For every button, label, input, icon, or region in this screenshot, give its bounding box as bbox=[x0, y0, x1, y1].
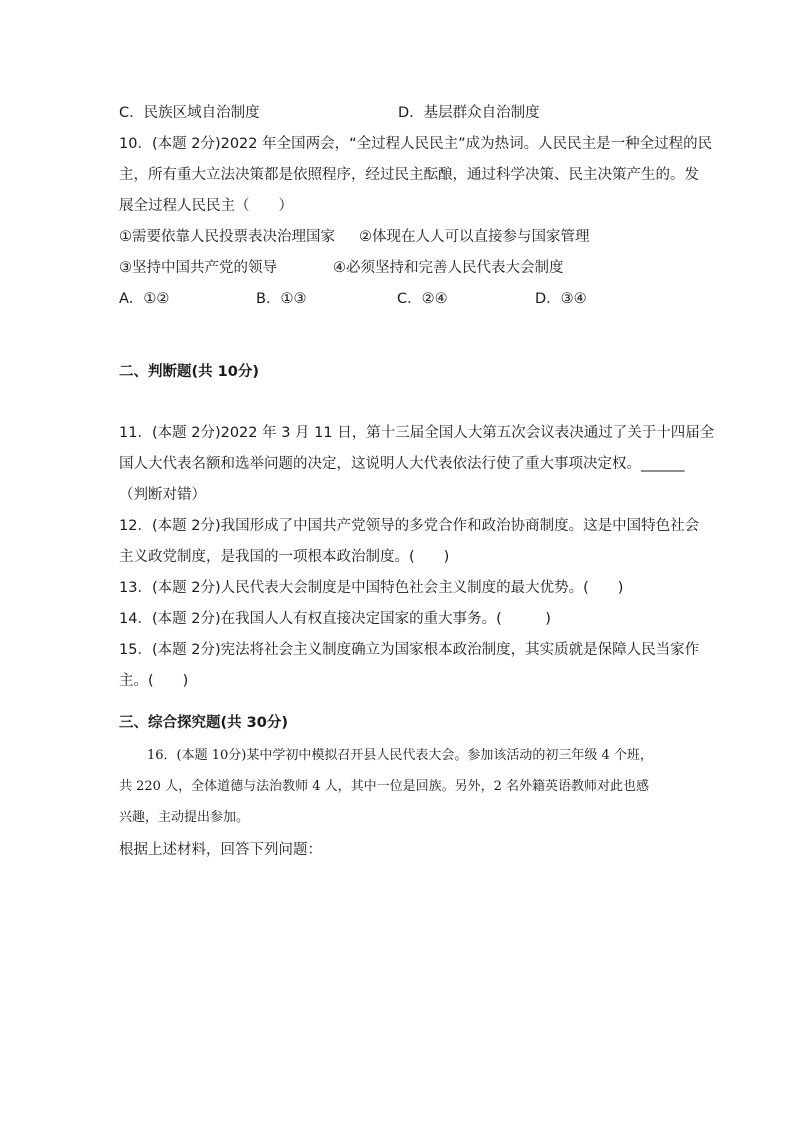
q10-line-1: 10．(本题 2分)2022 年全国两会，“全过程人民民主”成为热词。人民民主是一种全过程的民 bbox=[119, 136, 713, 152]
q10-option-a: A．①② bbox=[119, 291, 170, 307]
q9-option-d: D．基层群众自治制度 bbox=[398, 105, 540, 121]
q10-option-c: C．②④ bbox=[397, 291, 448, 307]
q13-line: 13．(本题 2分)人民代表大会制度是中国特色社会主义制度的最大优势。( ) bbox=[119, 580, 624, 596]
q12-line-2: 主义政党制度，是我国的一项根本政治制度。( ) bbox=[119, 549, 450, 565]
q10-item-2: ②体现在人人可以直接参与国家管理 bbox=[359, 229, 590, 245]
q10-item-1: ①需要依靠人民投票表决治理国家 bbox=[119, 229, 335, 245]
q16-line-1: 16．(本题 10分)某中学初中模拟召开县人民代表大会。参加该活动的初三年级 4 个班， bbox=[147, 748, 653, 763]
q10-line-2: 主，所有重大立法决策都是依照程序，经过民主酝酿，通过科学决策、民主决策产生的。发 bbox=[119, 167, 699, 183]
q11-line-1: 11．(本题 2分)2022 年 3 月 11 日，第十三届全国人大第五次会议表决通过了关于十四届全 bbox=[119, 425, 715, 441]
section-2-heading: 二、判断题(共 10分) bbox=[119, 364, 259, 380]
q10-option-b: B．①③ bbox=[256, 291, 307, 307]
q10-option-d: D．③④ bbox=[535, 291, 587, 307]
q10-item-3: ③坚持中国共产党的领导 bbox=[119, 260, 277, 276]
q16-prompt: 根据上述材料，回答下列问题： bbox=[119, 842, 322, 858]
q15-line-1: 15．(本题 2分)宪法将社会主义制度确立为国家根本政治制度，其实质就是保障人民当家作 bbox=[119, 642, 700, 658]
section-3-heading: 三、综合探究题(共 30分) bbox=[119, 715, 288, 731]
q11-line-2: 国人大代表名额和选举问题的决定，这说明人大代表依法行使了重大事项决定权。______ bbox=[119, 456, 685, 472]
q10-line-3: 展全过程人民民主（ ） bbox=[119, 198, 293, 214]
q11-line-3: （判断对错） bbox=[119, 487, 206, 503]
q14-line: 14．(本题 2分)在我国人人有权直接决定国家的重大事务。( ) bbox=[119, 611, 551, 627]
q16-line-2: 共 220 人，全体道德与法治教师 4 人，其中一位是回族。另外，2 名外籍英语教师对此也感 bbox=[119, 779, 650, 794]
q12-line-1: 12．(本题 2分)我国形成了中国共产党领导的多党合作和政治协商制度。这是中国特色社会 bbox=[119, 518, 700, 534]
q9-option-c: C．民族区域自治制度 bbox=[119, 105, 260, 121]
q16-line-3: 兴趣，主动提出参加。 bbox=[119, 810, 250, 825]
q15-line-2: 主。( ) bbox=[119, 673, 189, 689]
q10-item-4: ④必须坚持和完善人民代表大会制度 bbox=[333, 260, 564, 276]
